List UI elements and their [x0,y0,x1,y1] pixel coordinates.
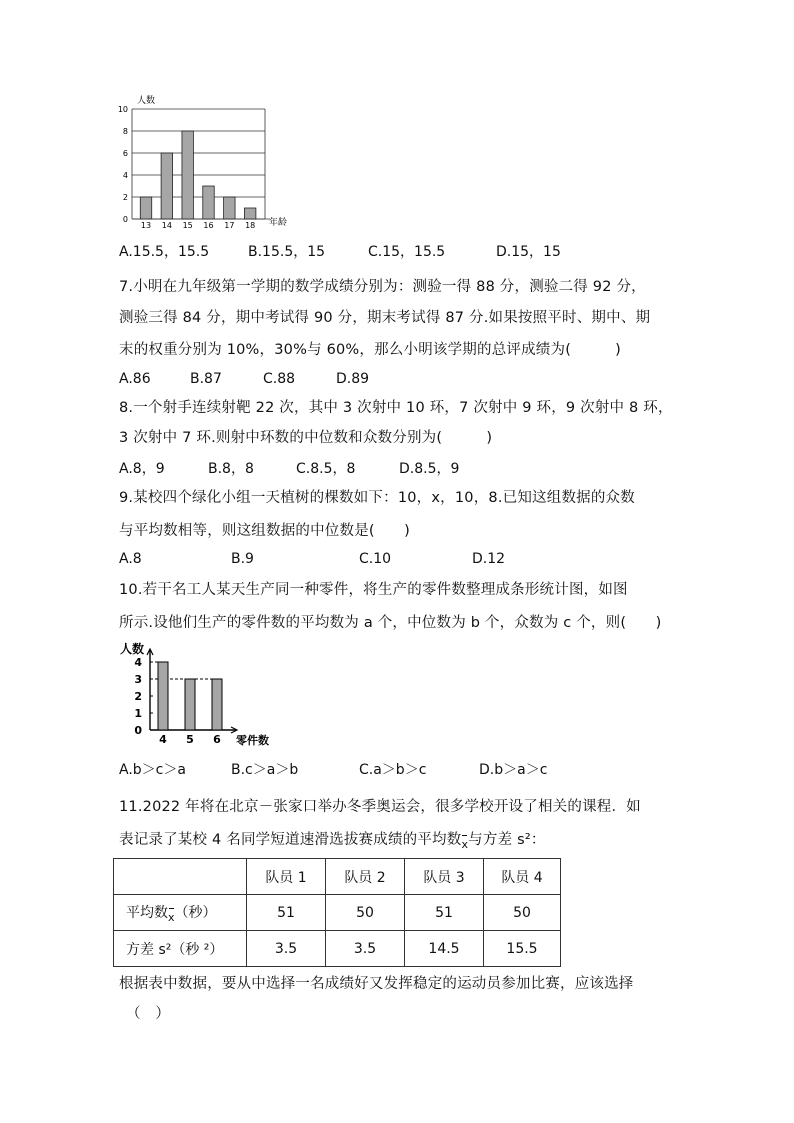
q7-option-b[interactable]: B.87 [190,371,222,387]
q9-option-c[interactable]: C.10 [359,551,392,567]
q8-line-2: 3 次射中 7 环.则射中环数的中位数和众数分别为( ) [119,430,493,446]
table-cell: 51 [405,895,484,931]
table-cell: 15.5 [484,931,561,967]
y-tick-label: 2 [122,193,128,202]
q9-option-b[interactable]: B.9 [231,551,254,567]
y-tick-label: 3 [134,673,142,686]
y-tick-label: 6 [122,149,128,158]
age-bar-chart [112,92,292,232]
q7-line-3: 末的权重分别为 10%，30%与 60%，那么小明该学期的总评成绩为( ) [119,342,622,358]
bar [244,208,255,219]
q6-option-b[interactable]: B.15.5，15 [248,244,326,260]
results-table [113,858,561,967]
parts-bar-chart [118,638,278,748]
chart2-xlabel: 零件数 [236,734,269,747]
q7-option-c[interactable]: C.88 [263,371,296,387]
table-row-variance [114,931,561,967]
y-tick-label: 4 [122,171,128,180]
bar [182,131,193,219]
q11-answer-blank: （ ） [126,1006,171,1022]
q11-line-2-post: 与方差 s²： [468,832,546,848]
q8-line-1: 8.一个射手连续射靶 22 次，其中 3 次射中 10 环，7 次射中 9 环，9 次射中 8 环， [119,400,673,416]
q7-line-2: 测验三得 84 分，期中考试得 90 分，期末考试得 87 分.如果按照平时、期中、期 [119,310,651,326]
bar [224,197,235,219]
y-tick-label: 2 [134,690,142,703]
table-header-cell: 队员 4 [484,859,561,895]
table-header-cell: 队员 3 [405,859,484,895]
x-tick-label: 6 [213,733,221,746]
x-tick-label: 16 [203,221,214,230]
y-tick-label: 1 [134,707,142,720]
table-header-row [114,859,561,895]
x-tick-label: 14 [161,221,172,230]
table-row-label: 方差 s²（秒 ²） [114,931,247,967]
mean-x-symbol: x [461,838,469,851]
mean-label-text: 平均数 [126,904,168,921]
q11-line-2 [119,828,546,851]
table-cell: 50 [326,895,405,931]
table-cell: 3.5 [326,931,405,967]
chart1-ylabel: 人数 [137,96,156,106]
bar [140,197,151,219]
q10-option-a[interactable]: A.b＞c＞a [119,762,186,778]
table-cell: 50 [484,895,561,931]
q7-option-d[interactable]: D.89 [336,371,370,387]
bar [203,186,214,219]
q10-option-c[interactable]: C.a＞b＞c [359,762,427,778]
table-header-cell: 队员 2 [326,859,405,895]
mean-x-symbol: x [168,910,175,924]
q6-option-d[interactable]: D.15，15 [496,244,561,260]
q10-option-d[interactable]: D.b＞a＞c [479,762,548,778]
x-tick-label: 17 [224,221,235,230]
q8-option-b[interactable]: B.8，8 [208,461,254,477]
y-tick-label: 10 [117,105,128,114]
table-header-cell: 队员 1 [247,859,326,895]
bar [212,679,222,730]
q11-line-1: 11.2022 年将在北京－张家口举办冬季奥运会，很多学校开设了相关的课程．如 [119,799,641,815]
table-row-mean [114,895,561,931]
x-tick-label: 15 [182,221,193,230]
mean-label-unit: （秒） [174,904,217,921]
chart1-xlabel: 年龄 [269,218,288,228]
q7-line-1: 7.小明在九年级第一学期的数学成绩分别为：测验一得 88 分，测验二得 92 分， [119,279,646,295]
q9-line-1: 9.某校四个绿化小组一天植树的棵数如下：10，x，10，8.已知这组数据的众数 [119,490,635,506]
q11-line-2-pre: 表记录了某校 4 名同学短道速滑选拔赛成绩的平均数 [119,832,462,848]
x-tick-label: 4 [159,733,167,746]
q7-option-a[interactable]: A.86 [119,371,151,387]
table-cell: 14.5 [405,931,484,967]
q6-option-a[interactable]: A.15.5，15.5 [119,244,210,260]
bar [158,662,168,730]
y-tick-label: 4 [134,656,142,669]
chart2-ylabel: 人数 [120,642,145,656]
x-tick-label: 18 [245,221,256,230]
q9-line-2: 与平均数相等，则这组数据的中位数是( ) [119,523,411,539]
q10-option-b[interactable]: B.c＞a＞b [231,762,299,778]
q10-line-2: 所示.设他们生产的零件数的平均数为 a 个，中位数为 b 个，众数为 c 个，则( ) [119,615,662,631]
q9-option-d[interactable]: D.12 [472,551,506,567]
y-tick-label: 8 [122,127,128,136]
table-cell: 51 [247,895,326,931]
q9-option-a[interactable]: A.8 [119,551,142,567]
q6-option-c[interactable]: C.15，15.5 [368,244,446,260]
q8-option-a[interactable]: A.8，9 [119,461,165,477]
y-tick-label: 0 [134,724,142,737]
table-row-label [114,895,247,931]
table-cell: 3.5 [247,931,326,967]
q11-after-line-1: 根据表中数据，要从中选择一名成绩好又发挥稳定的运动员参加比赛，应该选择 [119,976,634,992]
y-tick-label: 0 [122,215,128,224]
bar [161,153,172,219]
x-tick-label: 5 [186,733,194,746]
table-corner-cell [114,859,247,895]
q8-option-c[interactable]: C.8.5，8 [296,461,356,477]
q10-line-1: 10.若干名工人某天生产同一种零件，将生产的零件数整理成条形统计图，如图 [119,582,628,598]
q8-option-d[interactable]: D.8.5，9 [399,461,460,477]
bar [185,679,195,730]
x-tick-label: 13 [140,221,152,230]
